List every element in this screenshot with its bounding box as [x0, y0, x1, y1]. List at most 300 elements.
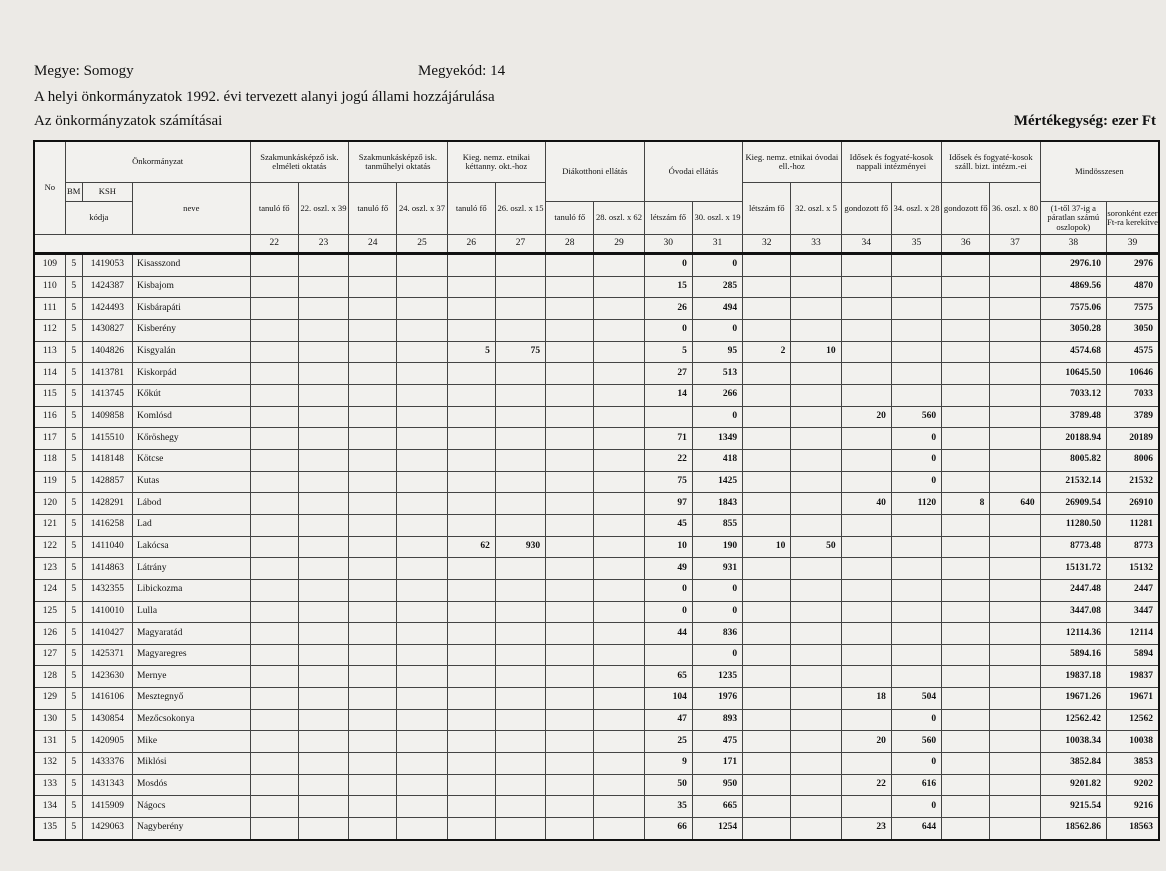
cell-c22: [250, 644, 298, 666]
row-no: 113: [34, 341, 65, 363]
cell-c35: 0: [891, 428, 941, 450]
cell-c39: 4575: [1106, 341, 1159, 363]
cell-c31: 418: [692, 449, 742, 471]
cell-c39: 19837: [1106, 666, 1159, 688]
cell-c26: [447, 298, 495, 320]
cell-c33: [791, 579, 841, 601]
cell-c39: 12114: [1106, 623, 1159, 645]
cell-c22: [250, 601, 298, 623]
cell-c37: [990, 558, 1040, 580]
row-name: Lad: [132, 514, 250, 536]
cell-c37: 640: [990, 493, 1040, 515]
table-row: [34, 428, 1159, 450]
row-ksh-code: 1411040: [82, 536, 132, 558]
row-bm-code: 5: [65, 276, 82, 298]
header-c36: gondozott fő: [942, 183, 990, 235]
cell-c30: 97: [644, 493, 692, 515]
cell-c24: [349, 384, 397, 406]
cell-c22: [250, 753, 298, 775]
row-name: Lábod: [132, 493, 250, 515]
header-c39: soronként ezer Ft-ra kerekítve: [1106, 202, 1159, 235]
header-diakotthoni: Diákotthoni ellátás: [546, 141, 645, 202]
cell-c35: 644: [891, 818, 941, 840]
cell-c35: [891, 601, 941, 623]
cell-c30: 5: [644, 341, 692, 363]
header-szak-tanmuhelyi: Szakmunkásképző isk. tanműhelyi oktatás: [349, 141, 448, 183]
column-number: 24: [349, 235, 397, 254]
row-name: Mesztegnyő: [132, 688, 250, 710]
cell-c29: [594, 731, 644, 753]
cell-c24: [349, 731, 397, 753]
table-body: [34, 254, 1159, 840]
table-row: [34, 341, 1159, 363]
cell-c32: [743, 254, 791, 277]
cell-c35: 0: [891, 796, 941, 818]
document-title: A helyi önkormányzatok 1992. évi tervezett alanyi jogú állami hozzájárulása: [34, 89, 495, 105]
cell-c31: 1976: [692, 688, 742, 710]
row-bm-code: 5: [65, 384, 82, 406]
row-bm-code: 5: [65, 623, 82, 645]
cell-c26: [447, 471, 495, 493]
cell-c31: 1235: [692, 666, 742, 688]
cell-c26: [447, 644, 495, 666]
cell-c36: [942, 644, 990, 666]
cell-c33: [791, 601, 841, 623]
cell-c34: [841, 319, 891, 341]
cell-c38: 3789.48: [1040, 406, 1106, 428]
cell-c39: 3853: [1106, 753, 1159, 775]
cell-c37: [990, 753, 1040, 775]
cell-c22: [250, 536, 298, 558]
cell-c30: 71: [644, 428, 692, 450]
header-c26: tanuló fő: [447, 183, 495, 235]
cell-c23: [298, 731, 348, 753]
cell-c26: [447, 688, 495, 710]
row-bm-code: 5: [65, 428, 82, 450]
header-onkormanyzat: Önkormányzat: [65, 141, 250, 183]
table-row: [34, 601, 1159, 623]
row-bm-code: 5: [65, 341, 82, 363]
row-no: 114: [34, 363, 65, 385]
cell-c36: [942, 536, 990, 558]
cell-c23: [298, 688, 348, 710]
row-name: Kisbajom: [132, 276, 250, 298]
cell-c29: [594, 709, 644, 731]
row-no: 123: [34, 558, 65, 580]
cell-c34: 20: [841, 731, 891, 753]
cell-c24: [349, 449, 397, 471]
cell-c26: [447, 428, 495, 450]
cell-c29: [594, 536, 644, 558]
cell-c36: [942, 796, 990, 818]
row-bm-code: 5: [65, 774, 82, 796]
header-c28: tanuló fő: [546, 202, 594, 235]
cell-c35: [891, 536, 941, 558]
cell-c24: [349, 363, 397, 385]
header-kieg-ovodai: Kieg. nemz. etnikai óvodai ell.-hoz: [743, 141, 842, 183]
row-name: Kőkút: [132, 384, 250, 406]
cell-c29: [594, 363, 644, 385]
cell-c25: [397, 558, 447, 580]
column-number: 38: [1040, 235, 1106, 254]
cell-c37: [990, 471, 1040, 493]
cell-c33: [791, 731, 841, 753]
row-ksh-code: 1409858: [82, 406, 132, 428]
cell-c31: 266: [692, 384, 742, 406]
cell-c39: 7575: [1106, 298, 1159, 320]
cell-c26: [447, 406, 495, 428]
cell-c38: 4869.56: [1040, 276, 1106, 298]
cell-c29: [594, 384, 644, 406]
row-no: 124: [34, 579, 65, 601]
cell-c39: 3050: [1106, 319, 1159, 341]
cell-c30: 25: [644, 731, 692, 753]
cell-c28: [546, 731, 594, 753]
cell-c33: [791, 514, 841, 536]
cell-c22: [250, 319, 298, 341]
row-name: Kiskorpád: [132, 363, 250, 385]
cell-c24: [349, 254, 397, 277]
cell-c35: [891, 579, 941, 601]
cell-c30: [644, 406, 692, 428]
cell-c36: [942, 276, 990, 298]
cell-c32: [743, 471, 791, 493]
cell-c34: [841, 709, 891, 731]
cell-c38: 3852.84: [1040, 753, 1106, 775]
cell-c24: [349, 666, 397, 688]
cell-c28: [546, 601, 594, 623]
cell-c38: 19837.18: [1040, 666, 1106, 688]
column-number: 22: [250, 235, 298, 254]
cell-c28: [546, 774, 594, 796]
cell-c28: [546, 623, 594, 645]
cell-c32: [743, 276, 791, 298]
cell-c37: [990, 319, 1040, 341]
row-no: 128: [34, 666, 65, 688]
cell-c32: [743, 449, 791, 471]
cell-c26: [447, 601, 495, 623]
row-name: Magyaratád: [132, 623, 250, 645]
cell-c27: [495, 601, 545, 623]
cell-c32: [743, 558, 791, 580]
row-bm-code: 5: [65, 298, 82, 320]
cell-c29: [594, 601, 644, 623]
cell-c29: [594, 753, 644, 775]
cell-c27: [495, 688, 545, 710]
cell-c30: [644, 644, 692, 666]
cell-c36: [942, 514, 990, 536]
row-no: 126: [34, 623, 65, 645]
column-number: 39: [1106, 235, 1159, 254]
cell-c24: [349, 428, 397, 450]
cell-c32: [743, 688, 791, 710]
cell-c35: [891, 514, 941, 536]
cell-c36: [942, 319, 990, 341]
cell-c25: [397, 341, 447, 363]
table-row: [34, 731, 1159, 753]
row-bm-code: 5: [65, 363, 82, 385]
cell-c28: [546, 449, 594, 471]
cell-c24: [349, 493, 397, 515]
row-ksh-code: 1416258: [82, 514, 132, 536]
cell-c37: [990, 536, 1040, 558]
cell-c27: [495, 774, 545, 796]
cell-c25: [397, 298, 447, 320]
cell-c32: [743, 384, 791, 406]
cell-c27: [495, 709, 545, 731]
row-ksh-code: 1410010: [82, 601, 132, 623]
header-kodja: kódja: [65, 202, 132, 235]
cell-c23: [298, 579, 348, 601]
table-row: [34, 254, 1159, 277]
cell-c37: [990, 731, 1040, 753]
cell-c28: [546, 428, 594, 450]
cell-c27: [495, 623, 545, 645]
cell-c22: [250, 623, 298, 645]
cell-c35: 0: [891, 449, 941, 471]
cell-c39: 26910: [1106, 493, 1159, 515]
row-ksh-code: 1424387: [82, 276, 132, 298]
cell-c24: [349, 818, 397, 840]
cell-c23: [298, 363, 348, 385]
data-table: [33, 140, 1160, 841]
cell-c37: [990, 276, 1040, 298]
cell-c28: [546, 319, 594, 341]
cell-c27: [495, 363, 545, 385]
cell-c33: [791, 254, 841, 277]
cell-c30: 0: [644, 601, 692, 623]
cell-c34: 40: [841, 493, 891, 515]
cell-c27: 75: [495, 341, 545, 363]
cell-c39: 2976: [1106, 254, 1159, 277]
cell-c37: [990, 298, 1040, 320]
cell-c28: [546, 514, 594, 536]
cell-c33: [791, 666, 841, 688]
cell-c39: 15132: [1106, 558, 1159, 580]
row-ksh-code: 1423630: [82, 666, 132, 688]
header-c22: tanuló fő: [250, 183, 298, 235]
cell-c31: 475: [692, 731, 742, 753]
cell-c28: [546, 384, 594, 406]
cell-c22: [250, 406, 298, 428]
cell-c26: [447, 493, 495, 515]
row-name: Látrány: [132, 558, 250, 580]
cell-c22: [250, 384, 298, 406]
cell-c22: [250, 818, 298, 840]
row-bm-code: 5: [65, 449, 82, 471]
row-bm-code: 5: [65, 558, 82, 580]
cell-c22: [250, 666, 298, 688]
row-bm-code: 5: [65, 666, 82, 688]
cell-c31: 950: [692, 774, 742, 796]
cell-c24: [349, 644, 397, 666]
cell-c34: [841, 623, 891, 645]
cell-c36: [942, 731, 990, 753]
cell-c22: [250, 493, 298, 515]
row-no: 125: [34, 601, 65, 623]
cell-c38: 9215.54: [1040, 796, 1106, 818]
cell-c24: [349, 514, 397, 536]
row-no: 131: [34, 731, 65, 753]
column-number: 33: [791, 235, 841, 254]
cell-c34: [841, 341, 891, 363]
cell-c39: 8773: [1106, 536, 1159, 558]
cell-c37: [990, 428, 1040, 450]
row-no: 122: [34, 536, 65, 558]
cell-c23: [298, 298, 348, 320]
cell-c27: [495, 428, 545, 450]
cell-c25: [397, 536, 447, 558]
cell-c35: [891, 384, 941, 406]
row-name: Mezőcsokonya: [132, 709, 250, 731]
cell-c27: [495, 471, 545, 493]
row-bm-code: 5: [65, 709, 82, 731]
cell-c37: [990, 796, 1040, 818]
cell-c39: 2447: [1106, 579, 1159, 601]
row-bm-code: 5: [65, 688, 82, 710]
cell-c33: [791, 623, 841, 645]
cell-c22: [250, 363, 298, 385]
cell-c30: 9: [644, 753, 692, 775]
cell-c34: [841, 753, 891, 775]
cell-c33: [791, 688, 841, 710]
cell-c33: 50: [791, 536, 841, 558]
cell-c27: [495, 731, 545, 753]
cell-c30: 27: [644, 363, 692, 385]
cell-c28: [546, 341, 594, 363]
cell-c29: [594, 579, 644, 601]
cell-c29: [594, 449, 644, 471]
row-bm-code: 5: [65, 579, 82, 601]
row-name: Kötcse: [132, 449, 250, 471]
cell-c27: [495, 796, 545, 818]
cell-c23: [298, 558, 348, 580]
cell-c25: [397, 709, 447, 731]
cell-c24: [349, 796, 397, 818]
cell-c34: 23: [841, 818, 891, 840]
cell-c29: [594, 666, 644, 688]
cell-c22: [250, 731, 298, 753]
cell-c38: 2976.10: [1040, 254, 1106, 277]
cell-c27: [495, 449, 545, 471]
table-row: [34, 319, 1159, 341]
cell-c38: 2447.48: [1040, 579, 1106, 601]
cell-c26: [447, 449, 495, 471]
cell-c23: [298, 428, 348, 450]
row-ksh-code: 1416106: [82, 688, 132, 710]
cell-c37: [990, 254, 1040, 277]
cell-c24: [349, 319, 397, 341]
cell-c30: 65: [644, 666, 692, 688]
header-no: No: [34, 141, 65, 235]
cell-c27: [495, 666, 545, 688]
cell-c24: [349, 341, 397, 363]
row-no: 127: [34, 644, 65, 666]
header-c27: 26. oszl. x 15: [495, 183, 545, 235]
cell-c28: [546, 406, 594, 428]
row-name: Kutas: [132, 471, 250, 493]
cell-c31: 95: [692, 341, 742, 363]
cell-c25: [397, 796, 447, 818]
row-ksh-code: 1428291: [82, 493, 132, 515]
cell-c26: [447, 709, 495, 731]
cell-c35: 560: [891, 731, 941, 753]
header-c30: létszám fő: [644, 202, 692, 235]
cell-c28: [546, 254, 594, 277]
cell-c39: 11281: [1106, 514, 1159, 536]
cell-c24: [349, 298, 397, 320]
row-ksh-code: 1430827: [82, 319, 132, 341]
cell-c30: 75: [644, 471, 692, 493]
cell-c29: [594, 341, 644, 363]
cell-c30: 45: [644, 514, 692, 536]
cell-c27: [495, 579, 545, 601]
cell-c38: 19671.26: [1040, 688, 1106, 710]
cell-c23: [298, 341, 348, 363]
column-number: 37: [990, 235, 1040, 254]
cell-c30: 49: [644, 558, 692, 580]
cell-c37: [990, 818, 1040, 840]
cell-c30: 44: [644, 623, 692, 645]
cell-c35: 504: [891, 688, 941, 710]
column-number: 27: [495, 235, 545, 254]
cell-c22: [250, 688, 298, 710]
row-bm-code: 5: [65, 319, 82, 341]
cell-c33: [791, 363, 841, 385]
cell-c34: 20: [841, 406, 891, 428]
table-row: [34, 363, 1159, 385]
cell-c34: 22: [841, 774, 891, 796]
cell-c32: [743, 731, 791, 753]
cell-c37: [990, 341, 1040, 363]
cell-c25: [397, 363, 447, 385]
row-bm-code: 5: [65, 818, 82, 840]
cell-c33: [791, 406, 841, 428]
cell-c29: [594, 428, 644, 450]
cell-c27: [495, 276, 545, 298]
cell-c39: 5894: [1106, 644, 1159, 666]
row-ksh-code: 1431343: [82, 774, 132, 796]
cell-c37: [990, 666, 1040, 688]
row-name: Kisberény: [132, 319, 250, 341]
column-number: 35: [891, 235, 941, 254]
cell-c34: [841, 298, 891, 320]
cell-c24: [349, 536, 397, 558]
table-row: [34, 471, 1159, 493]
cell-c29: [594, 558, 644, 580]
column-number: 26: [447, 235, 495, 254]
cell-c22: [250, 471, 298, 493]
cell-c35: [891, 558, 941, 580]
cell-c25: [397, 579, 447, 601]
cell-c31: 0: [692, 254, 742, 277]
cell-c37: [990, 449, 1040, 471]
row-no: 111: [34, 298, 65, 320]
cell-c31: 0: [692, 579, 742, 601]
table-row: [34, 818, 1159, 840]
cell-c31: 0: [692, 319, 742, 341]
cell-c30: 47: [644, 709, 692, 731]
cell-c38: 7575.06: [1040, 298, 1106, 320]
table-row: [34, 579, 1159, 601]
row-name: Mike: [132, 731, 250, 753]
cell-c29: [594, 298, 644, 320]
cell-c23: [298, 753, 348, 775]
row-ksh-code: 1430854: [82, 709, 132, 731]
row-name: Nágocs: [132, 796, 250, 818]
column-number: 32: [743, 235, 791, 254]
cell-c35: [891, 644, 941, 666]
